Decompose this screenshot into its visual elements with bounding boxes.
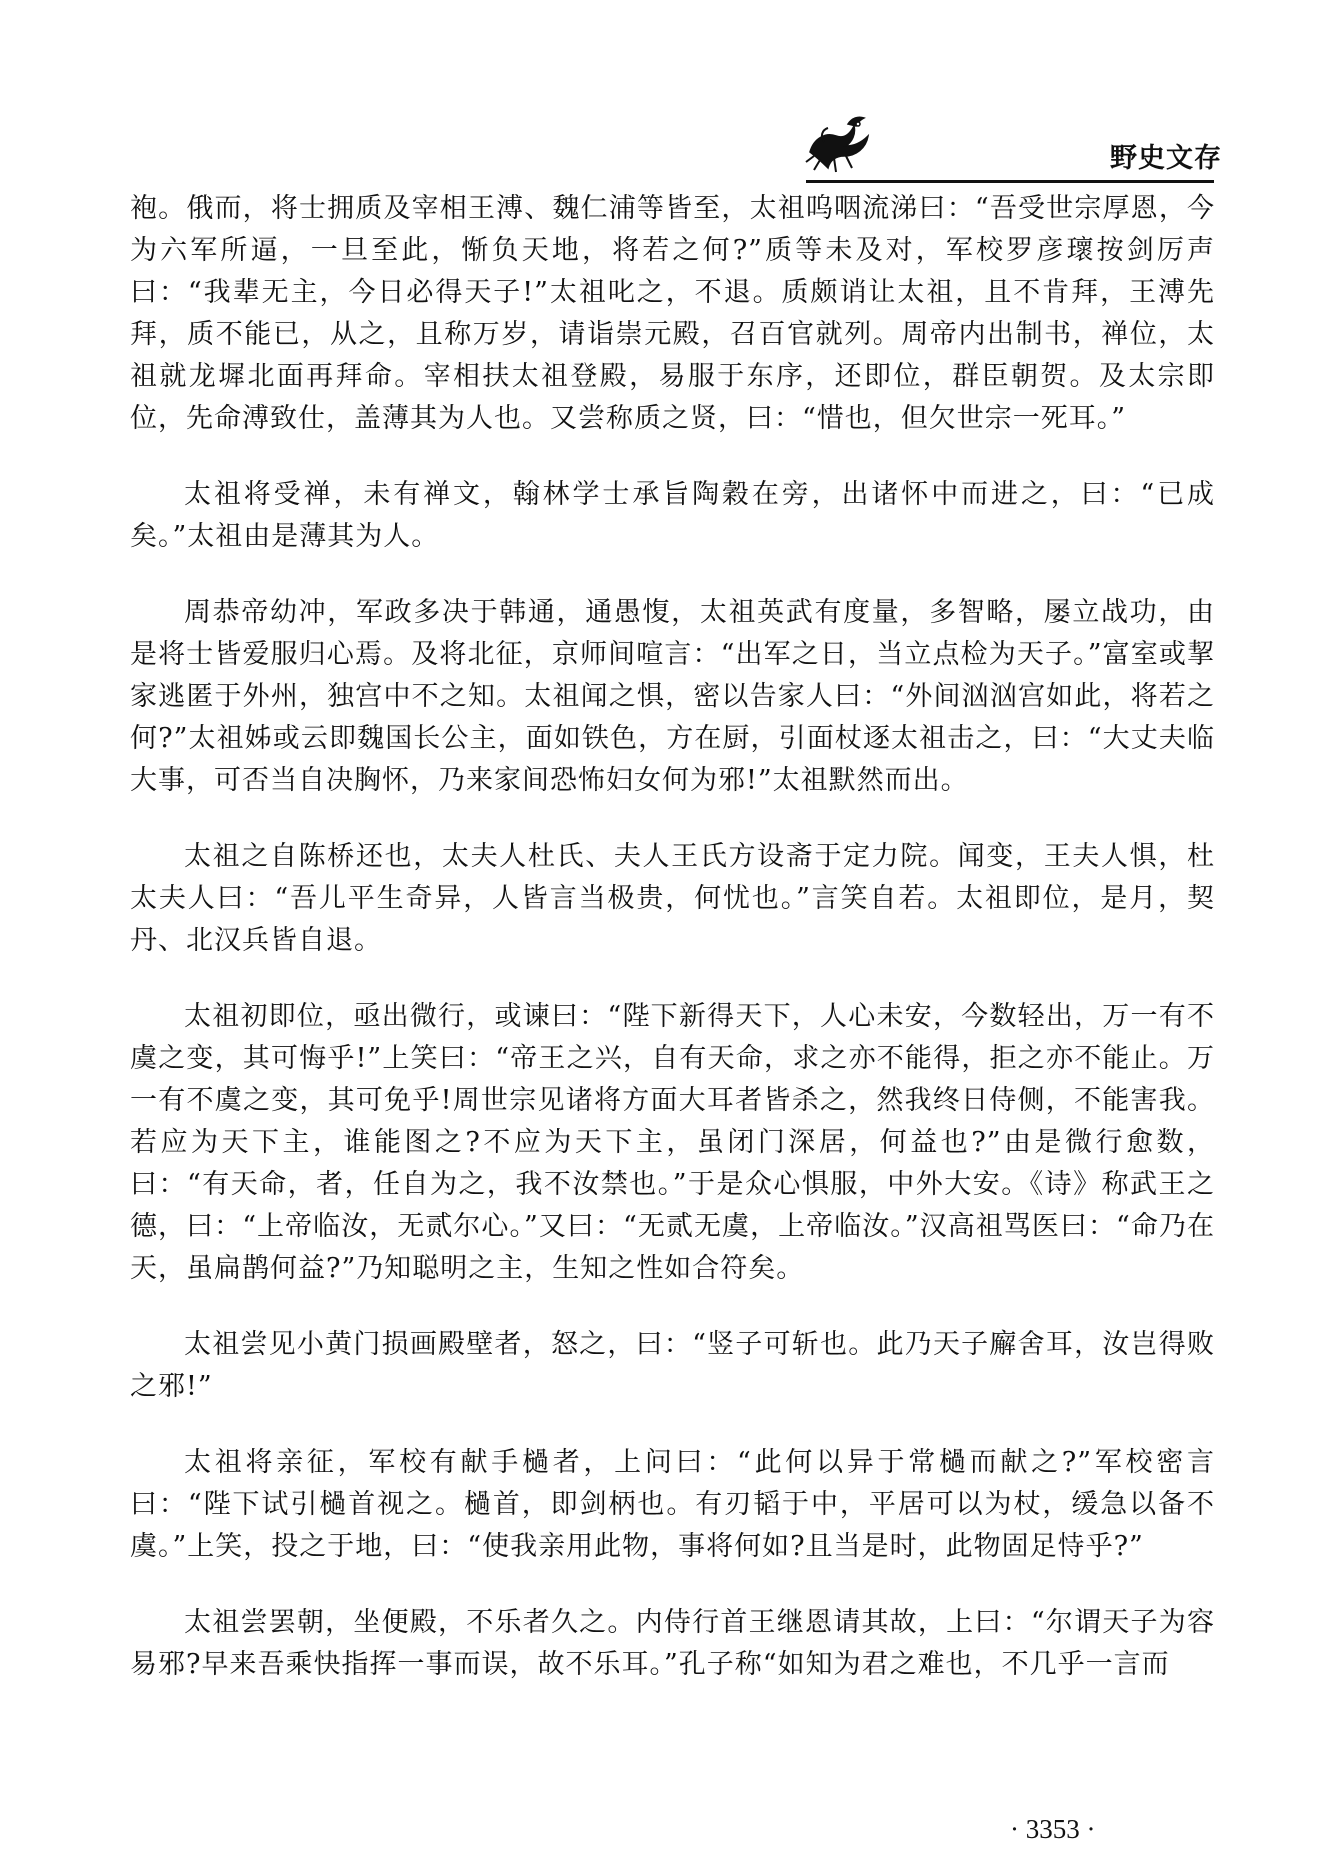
paragraph: 太祖将亲征，军校有献手檛者，上问曰：“此何以异于常檛而献之?”军校密言曰：“陛下试引檛首视之。檛首，即剑柄也。有刃韬于中，平居可以为杖，缓急以备不虞。”上笑，投之于地，曰：“使我亲用此物，事将何如?且当是时，此物固足恃乎?” — [130, 1447, 1215, 1562]
paragraph: 太祖尝见小黄门损画殿壁者，怒之，曰：“竖子可斩也。此乃天子廨舍耳，汝岂得败之邪!” — [130, 1329, 1215, 1402]
paragraph: 太祖尝罢朝，坐便殿，不乐者久之。内侍行首王继恩请其故，上曰：“尔谓天子为容易邪?早来吾乘快指挥一事而误，故不乐耳。”孔子称“如知为君之难也，不几乎一言而 — [130, 1607, 1215, 1680]
page-header — [0, 0, 1322, 180]
page-body — [130, 188, 1215, 1686]
running-head-title: 野史文存 — [1110, 143, 1222, 174]
paragraph: 太祖将受禅，未有禅文，翰林学士承旨陶穀在旁，出诸怀中而进之，曰：“已成矣。”太祖由是薄其为人。 — [130, 479, 1215, 552]
header-rule — [806, 180, 1214, 183]
paragraph: 太祖初即位，亟出微行，或谏曰：“陛下新得天下，人心未安，今数轻出，万一有不虞之变，其可悔乎!”上笑曰：“帝王之兴，自有天命，求之亦不能得，拒之亦不能止。万一有不虞之变，其可免乎!周世宗见诸将方面大耳者皆杀之，然我终日侍侧，不能害我。若应为天下主，谁能图之?不应为天下主，虽闭门深居，何益也?”由是微行愈数，曰：“有天命，者，任自为之，我不汝禁也。”于是众心惧服，中外大安。《诗》称武王之德，曰：“上帝临汝，无贰尔心。”又曰：“无贰无虞，上帝临汝。”汉高祖骂医曰：“命乃在天，虽扁鹊何益?”乃知聪明之主，生知之性如合符矣。 — [130, 1001, 1215, 1284]
paragraph: 周恭帝幼冲，军政多决于韩通，通愚愎，太祖英武有度量，多智略，屡立战功，由是将士皆爱服归心焉。及将北征，京师间喧言：“出军之日，当立点检为天子。”富室或挈家逃匿于外州，独宫中不之知。太祖闻之惧，密以告家人曰：“外间汹汹宫如此，将若之何?”太祖姊或云即魏国长公主，面如铁色，方在厨，引面杖逐太祖击之，曰：“大丈夫临大事，可否当自决胸怀，乃来家间恐怖妇女何为邪!”太祖默然而出。 — [130, 597, 1215, 796]
page-number: · 3353 · — [1010, 1814, 1096, 1844]
paragraph: 袍。俄而，将士拥质及宰相王溥、魏仁浦等皆至，太祖呜咽流涕曰：“吾受世宗厚恩，今为六军所逼，一旦至此，惭负天地，将若之何?”质等未及对，军校罗彦瓌按剑厉声曰：“我辈无主，今日必得天子!”太祖叱之，不退。质颇诮让太祖，且不肯拜，王溥先拜，质不能已，从之，且称万岁，请诣崇元殿，召百官就列。周帝内出制书，禅位，太祖就龙墀北面再拜命。宰相扶太祖登殿，易服于东序，还即位，群臣朝贺。及太宗即位，先命溥致仕，盖薄其为人也。又尝称质之贤，曰：“惜也，但欠世宗一死耳。” — [130, 193, 1215, 434]
dragon-emblem-icon — [800, 112, 880, 176]
paragraph: 太祖之自陈桥还也，太夫人杜氏、夫人王氏方设斋于定力院。闻变，王夫人惧，杜太夫人曰：“吾儿平生奇异，人皆言当极贵，何忧也。”言笑自若。太祖即位，是月，契丹、北汉兵皆自退。 — [130, 841, 1215, 956]
